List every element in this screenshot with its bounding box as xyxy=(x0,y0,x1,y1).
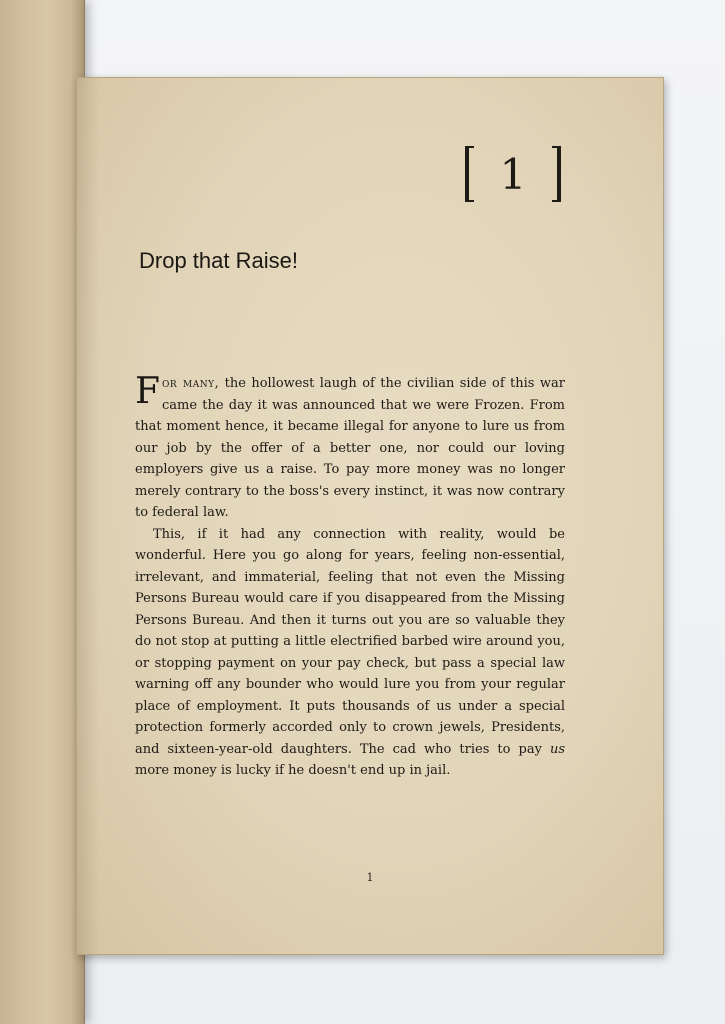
paragraph-2-italic: us xyxy=(549,741,565,757)
chapter-number: 1 xyxy=(499,149,527,199)
chapter-body xyxy=(135,373,565,782)
facing-page-edge xyxy=(0,0,85,1024)
left-bracket xyxy=(465,146,474,202)
paragraph-2 xyxy=(135,524,565,782)
paragraph-1-text: the hollowest laugh of the civilian side of this war came the day it was announced that we were Frozen. From that moment hence, it became illegal for anyone to lure us from our job by the offer of a better one, nor could our loving employers give us a raise. To pay more money was no longer merely contrary to the boss's every instinct, it was now contrary to federal law. xyxy=(135,376,565,520)
right-bracket xyxy=(552,146,561,202)
chapter-number-box xyxy=(465,146,561,202)
paragraph-1 xyxy=(135,373,565,524)
drop-cap: F xyxy=(135,371,160,412)
opening-smallcaps: or many, xyxy=(161,376,220,391)
page-number: 1 xyxy=(366,871,374,884)
chapter-title: Drop that Raise! xyxy=(139,248,298,273)
paragraph-2-text-a: This, if it had any connection with reality, would be wonderful. Here you go along for years, feeling non-essential, irrelevant, and immaterial, feeling that not even the Missing Persons Bureau would care if you disappeared from the Missing Persons Bureau. And then it turns out you are so valuable they do not stop at putting a little electrified barbed wire around you, or stopping payment on your pay check, but pass a special law warning off any bounder who would lure you from your regular place of employment. It puts thousands of us under a special protection formerly accorded only to crown jewels, Presidents, and sixteen-year-old daughters. The cad who tries to pay xyxy=(135,526,565,757)
book-page xyxy=(76,77,664,955)
paragraph-2-text-b: more money is lucky if he doesn't end up in jail. xyxy=(135,763,451,778)
